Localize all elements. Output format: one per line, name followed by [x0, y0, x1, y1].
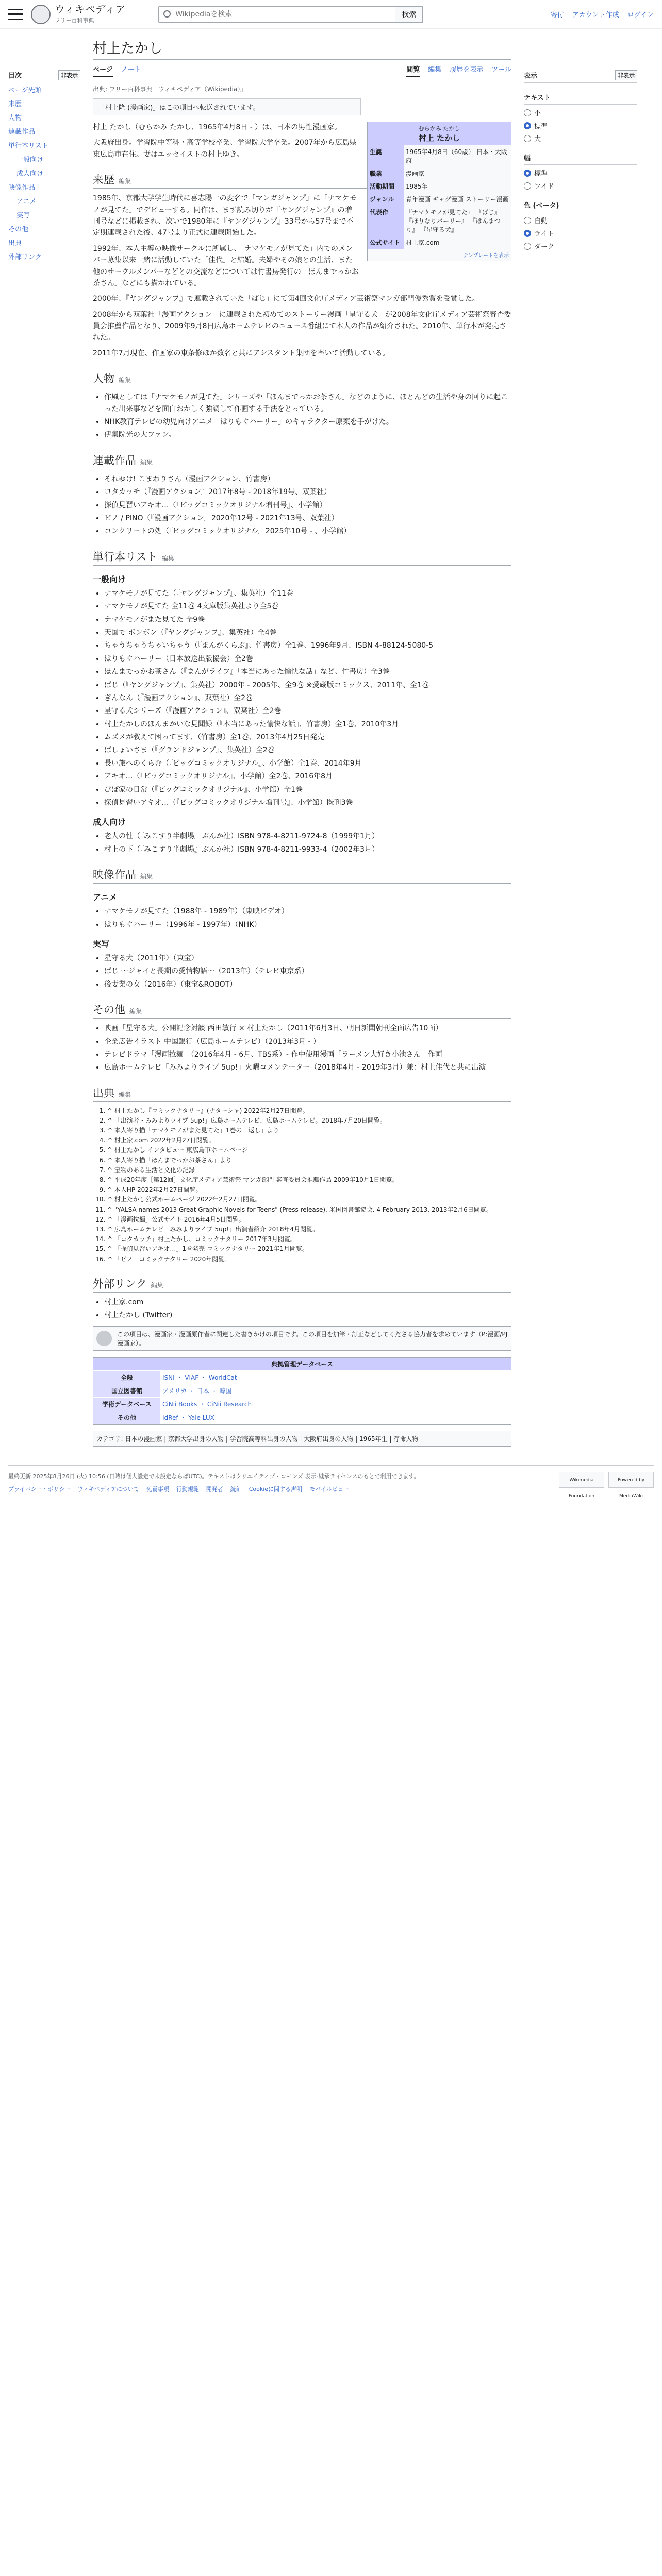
- category-links[interactable]: カテゴリ: 日本の漫画家 | 京都大学出身の人物 | 学習院高等科出身の人物 | 大阪府出身の人物 | 1965年生 | 存命人物: [93, 1431, 511, 1447]
- toc-item[interactable]: 外部リンク: [8, 253, 42, 261]
- stub-notice: この項目は、漫画家・漫画原作者に関連した書きかけの項目です。この項目を加筆・訂正などしてくださる協力者を求めています（P:漫画/PJ漫画家）。: [93, 1326, 511, 1351]
- subsection-anime: アニメ: [93, 892, 118, 903]
- infobox-row: [368, 236, 511, 249]
- section-video: 映像作品 編集: [93, 867, 511, 884]
- history-paragraph: 1985年、京都大学学生時代に喜志陽一の変名で「マンガジャンプ」に「ナマケモノが見てた」でデビューする。同作は、まず読み切りが『ヤングジャンプ』の増刊号などに掲載され、次いで1980年に『ヤングジャンプ』33号から57号まで不定期連載された後、47号より正式に連載開始した。: [93, 194, 357, 238]
- authority-value[interactable]: ISNI ・ VIAF ・ WorldCat: [160, 1371, 511, 1384]
- book-item: • 長い旅へのくらむ（『ビッグコミックオリジナル』、小学館）全1巻、2014年9月: [104, 758, 511, 769]
- site-header: [0, 0, 662, 29]
- reference-item: 15. ^ 「探偵見習いアキオ…」1巻発売 コミックナタリー 2021年1月閲覧。: [107, 1244, 511, 1254]
- reference-item: 6. ^ 本人寄り描「ほんまでっかお茶さん」より: [107, 1156, 511, 1165]
- serial-item: • 探偵見習いアキオ…（『ビッグコミックオリジナル増刊号』、小学館）: [104, 500, 511, 511]
- reference-item: 16. ^ 「ピノ」コミックナタリー 2020年閲覧。: [107, 1255, 511, 1264]
- external-link[interactable]: • 村上家.com: [104, 1297, 511, 1308]
- section-person: 人物 編集: [93, 370, 511, 387]
- infobox-template-link[interactable]: テンプレートを表示: [462, 253, 509, 259]
- infobox-value: 村上家.com: [406, 239, 440, 246]
- wikipedia-globe-icon: [31, 5, 51, 24]
- section-serial: 連載作品 編集: [93, 452, 511, 469]
- toc-item[interactable]: ページ先頭: [8, 87, 42, 94]
- serial-item: • コタカッチ（『漫画アクション』2017年8号 - 2018年19号、双葉社）: [104, 486, 511, 498]
- external-link[interactable]: • 村上たかし (Twitter): [104, 1310, 511, 1321]
- intro-paragraph: 村上 たかし（むらかみ たかし、1965年4月8日 - ）は、日本の男性漫画家。: [93, 123, 342, 131]
- footer-link[interactable]: モバイルビュー: [309, 1486, 350, 1493]
- reference-item: 14. ^ 「コタカッチ」村上たかし、コミックナタリー 2017年3月閲覧。: [107, 1234, 511, 1244]
- reference-item: 3. ^ 本人寄り描「ナマケモノがまた見てた」1巻の「返し」より: [107, 1126, 511, 1136]
- footer-link[interactable]: 行動規範: [176, 1486, 199, 1493]
- infobox: [367, 122, 511, 261]
- book-item: • ほんまでっかお茶さん（『まんがライフ』「本当にあった愉快な話」など、竹書房）全3巻: [104, 666, 511, 677]
- authority-value[interactable]: アメリカ ・ 日本 ・ 韓国: [160, 1384, 511, 1398]
- search-form: [158, 6, 423, 23]
- infobox-label: 生誕: [368, 145, 404, 167]
- authority-value[interactable]: IdRef ・ Yale LUX: [160, 1411, 511, 1425]
- footer-link[interactable]: プライバシー・ポリシー: [8, 1486, 71, 1493]
- color-option-label: 自動: [534, 217, 548, 225]
- book-item: • ぎんなん（『漫画アクション』、双葉社）全2巻: [104, 692, 511, 704]
- radio-icon[interactable]: [524, 122, 531, 129]
- live-action-item: • 星守る犬（2011年）（東宝）: [104, 953, 511, 964]
- section-history: 来歴 編集: [93, 172, 511, 189]
- text-size-option[interactable]: [524, 108, 637, 117]
- subsection-adult: 成人向け: [93, 817, 126, 827]
- toc-item[interactable]: 映像作品: [8, 184, 36, 192]
- appearance-title: 表示: [524, 72, 538, 80]
- toc-item[interactable]: 連載作品: [8, 128, 36, 136]
- infobox-label: 職業: [368, 167, 404, 180]
- page-tabs: [93, 64, 511, 80]
- toc-item[interactable]: 単行本リスト: [8, 142, 48, 150]
- radio-icon[interactable]: [524, 109, 531, 116]
- reference-item: 12. ^ 「漫画拉麺」公式サイト 2016年4月5日閲覧。: [107, 1215, 511, 1225]
- infobox-name: 村上 たかし: [418, 133, 460, 143]
- appearance-hide-button[interactable]: 非表示: [615, 70, 637, 80]
- adult-book-item: • 老人の性（『みこすり半劇場』ぶんか社）ISBN 978-4-8211-9724-8（1999年1月）: [104, 831, 511, 842]
- infobox-label: 公式サイト: [368, 236, 404, 249]
- width-option-label: ワイド: [534, 183, 554, 191]
- edit-link[interactable]: 編集: [140, 873, 153, 880]
- serial-item: • ピノ / PINO（『漫画アクション』2020年12号 - 2021年13号、双葉社）: [104, 513, 511, 524]
- reference-item: 9. ^ 本人HP 2022年2月27日閲覧。: [107, 1185, 511, 1195]
- infobox-value: 青年漫画 ギャグ漫画 ストーリー漫画: [406, 196, 509, 203]
- history-paragraph: 2008年から双葉社「漫画アクション」に連載された初めてのストーリー漫画「星守る犬」が2008年文化庁メディア芸術祭審査委員会推薦作品となり、2009年9月8日広島ホームテレビのニュース番組にて本人の作品が紹介された。2010年、単行本が発売された。: [93, 310, 511, 342]
- infobox-label: ジャンル: [368, 193, 404, 206]
- radio-icon[interactable]: [524, 243, 531, 250]
- reference-item: 5. ^ 村上たかし インタビュー 東広島市ホームページ: [107, 1145, 511, 1155]
- toc-title: 目次: [8, 72, 22, 80]
- tab-page[interactable]: ページ: [93, 64, 113, 77]
- book-item: • ぱしょいさま（『グランドジャンプ』、集英社）全2巻: [104, 744, 511, 756]
- reference-item: 10. ^ 村上たかし公式ホームページ 2022年2月27日閲覧。: [107, 1195, 511, 1205]
- live-action-item: • 後妻業の女（2016年）（東宝&ROBOT）: [104, 979, 511, 990]
- authority-label: 国立図書館: [93, 1384, 160, 1398]
- hatnote: 「村上隆 (漫画家)」はこの項目へ転送されています。: [93, 98, 361, 115]
- mediawiki-logo[interactable]: Powered by MediaWiki: [608, 1472, 654, 1488]
- history-paragraph: 1992年、本人主導の映像サークルに所属し、「ナマケモノが見てた」内でのメンバー募集以来一緒に活動していた「佳代」と結婚。夫婦やその娘との生活、また他のサークルメンバーなどとの交流などについては竹書房発行の「ほんまでっかお茶さん」などにも描かれている。: [93, 244, 359, 287]
- book-item: • ナマケモノがまた見てた 全9巻: [104, 614, 511, 625]
- book-item: • はりもぐハーリー（日本放送出版協会）全2巻: [104, 653, 511, 665]
- login-link[interactable]: ログイン: [627, 11, 654, 19]
- tab-tools[interactable]: ツール: [491, 66, 511, 74]
- search-icon: [163, 10, 171, 18]
- subsection-live: 実写: [93, 939, 110, 949]
- width-option-label: 標準: [534, 170, 548, 178]
- text-size-title: テキスト: [524, 94, 551, 102]
- authority-label: 全般: [93, 1371, 160, 1384]
- authority-value[interactable]: CiNii Books ・ CiNii Research: [160, 1398, 511, 1411]
- donate-link[interactable]: 寄付: [550, 11, 564, 19]
- footer-link[interactable]: 統計: [230, 1486, 242, 1493]
- text-size-option-label: 標準: [534, 123, 548, 130]
- toc-item[interactable]: 一般向け: [16, 156, 44, 164]
- subsection-general: 一般向け: [93, 574, 126, 584]
- book-item: • ナマケモノが見てた（『ヤングジャンプ』、集英社）全11巻: [104, 588, 511, 599]
- history-paragraph: 2000年、『ヤングジャンプ』で連載されていた「ぱじ」にて第4回文化庁メディア芸術祭マンガ部門優秀賞を受賞した。: [93, 295, 479, 303]
- serial-item: • コンクリートの処（『ビッグコミックオリジナル』2025年10号 - 、小学館）: [104, 526, 511, 537]
- radio-icon[interactable]: [524, 217, 531, 224]
- color-title: 色 (ベータ): [524, 202, 559, 210]
- reference-item: 7. ^ 宝物のある生活と文化の記録: [107, 1165, 511, 1175]
- color-option[interactable]: [524, 228, 637, 238]
- toc-item[interactable]: アニメ: [16, 198, 37, 206]
- color-option-label: ライト: [534, 230, 554, 238]
- person-item: • 伊集院光の大ファン。: [104, 429, 511, 440]
- site-subtitle: 出典: フリー百科事典『ウィキペディア（Wikipedia）』: [93, 86, 247, 93]
- other-item: • 企業広告イラスト 中国銀行（広島ホームテレビ）（2013年3月 - ）: [104, 1036, 511, 1047]
- footer-link[interactable]: 開発者: [206, 1486, 223, 1493]
- reference-item: 4. ^ 村上家.com 2022年2月27日閲覧。: [107, 1136, 511, 1145]
- main-menu-icon[interactable]: [8, 9, 23, 20]
- infobox-value: 漫画家: [406, 170, 425, 177]
- book-item: • ちゃうちゃうちゃいちゃう（『まんがくらぶ』、竹書房）全1巻、1996年9月、ISBN 4-88124-5080-5: [104, 640, 511, 651]
- logo-title: ウィキペディア: [55, 3, 126, 15]
- page-footer: [8, 1465, 654, 1515]
- other-item: • 広島ホームテレビ「みみよりライブ 5up!」火曜コメンテーター（2018年4月 - 2019年3月）兼：村上佳代と共に出演: [104, 1062, 511, 1073]
- reference-item: 8. ^ 平成20年度［第12回］文化庁メディア芸術祭 マンガ部門 審査委員会推薦作品 2009年10月1日閲覧。: [107, 1175, 511, 1185]
- infobox-label: 代表作: [368, 206, 404, 236]
- book-item: • ぴぽ家の日常（『ビッグコミックオリジナル』、小学館）全1巻: [104, 784, 511, 795]
- text-size-option-label: 大: [534, 135, 541, 143]
- section-other: その他 編集: [93, 1002, 511, 1019]
- radio-icon[interactable]: [524, 230, 531, 237]
- toc-item[interactable]: 来歴: [8, 100, 22, 108]
- infobox-value: 『ナマケモノが見てた』 『ぱじ』 『ほりなりバーリー』 『ぱんまつり』 『星守る犬』: [406, 209, 501, 233]
- text-size-option[interactable]: [524, 133, 637, 143]
- main-content: [80, 29, 524, 1455]
- authority-row: [93, 1398, 511, 1411]
- site-logo[interactable]: [31, 4, 125, 24]
- book-item: • ナマケモノが見てた 全11巻 4文庫版集英社より全5巻: [104, 601, 511, 612]
- toc-item[interactable]: 成人向け: [16, 170, 44, 178]
- reference-item: 2. ^ 「出演者・みみよりライブ 5up!」広島ホームテレビ、広島ホームテレビ。2018年7月20日閲覧。: [107, 1116, 511, 1126]
- appearance-panel: [524, 29, 637, 1455]
- section-refs: 出典 編集: [93, 1085, 511, 1102]
- edit-link[interactable]: 編集: [119, 178, 131, 185]
- tab-read[interactable]: 閲覧: [406, 64, 420, 77]
- serial-item: • それゆけ! こまわりさん（漫画アクション、竹書房）: [104, 473, 511, 485]
- authority-row: [93, 1371, 511, 1384]
- book-item: • ぱじ（『ヤングジャンプ』、集英社）2000年 - 2005年、全9巻 ※愛蔵版コミックス、2011年、全1巻: [104, 680, 511, 691]
- authority-row: [93, 1411, 511, 1425]
- toc-item[interactable]: 出典: [8, 240, 22, 247]
- authority-label: その他: [93, 1411, 160, 1425]
- infobox-row: [368, 193, 511, 206]
- edit-link[interactable]: 編集: [129, 1008, 142, 1015]
- edit-link[interactable]: 編集: [161, 554, 174, 562]
- text-size-option[interactable]: [524, 121, 637, 130]
- infobox-row: [368, 167, 511, 180]
- authority-control: [93, 1357, 511, 1425]
- book-item: • 村上たかしのほんまかいな見聞録（『本当にあった愉快な話』、竹書房）全1巻、2010年3月: [104, 719, 511, 730]
- toc-hide-button[interactable]: 非表示: [58, 70, 80, 80]
- color-option[interactable]: [524, 241, 637, 251]
- book-item: • アキオ…（『ビッグコミックオリジナル』、小学館）全2巻、2016年8月: [104, 771, 511, 782]
- section-books: 単行本リスト 編集: [93, 549, 511, 566]
- infobox-kana: むらかみ たかし: [418, 125, 460, 132]
- person-item: • NHK教育テレビの幼児向けアニメ「はりもぐハーリー」のキャラクター原案を手がけた。: [104, 416, 511, 428]
- person-item: • 作風としては「ナマケモノが見てた」シリーズや「ほんまでっかお茶さん」などのように、ほとんどの生活や身の回りに起こった出来事などを面白おかしく強調して作画する手法をとっている。: [104, 392, 511, 415]
- edit-link[interactable]: 編集: [140, 458, 153, 466]
- anime-item: • ナマケモノが見てた（1988年 - 1989年）（東映ビデオ）: [104, 906, 511, 917]
- tab-edit[interactable]: 編集: [428, 66, 442, 74]
- color-option[interactable]: [524, 215, 637, 225]
- radio-icon[interactable]: [524, 135, 531, 142]
- manga-portal-icon: [96, 1331, 112, 1346]
- footer-text: 最終更新 2025年8月26日 (火) 10:56 (日時は個人設定で未設定ならばUTC)。テキストはクリエイティブ・コモンズ 表示-継承ライセンスのもとで利用できます。: [8, 1473, 420, 1480]
- reference-item: 11. ^ "YALSA names 2013 Great Graphic Novels for Teens" (Press release). 米国図書館協会. 4 February 2013. 2013年2月6日閲覧。: [107, 1205, 511, 1215]
- authority-row: [93, 1384, 511, 1398]
- intro-paragraph: 大阪府出身。学習院中等科・高等学校卒業、学習院大学卒業。2007年から広島県東広島市在住。妻はエッセイストの村上ゆき。: [93, 139, 357, 159]
- create-account-link[interactable]: アカウント作成: [572, 11, 619, 19]
- infobox-value: 1985年 -: [406, 183, 432, 190]
- toc-item[interactable]: 人物: [8, 114, 22, 122]
- book-item: • 天国で ボンボン（『ヤングジャンプ』、集英社）全4巻: [104, 627, 511, 638]
- toc-item[interactable]: その他: [8, 226, 29, 233]
- infobox-row: [368, 206, 511, 236]
- text-size-option-label: 小: [534, 110, 541, 117]
- radio-icon[interactable]: [524, 182, 531, 190]
- anime-item: • はりもぐハーリー（1996年 - 1997年）（NHK）: [104, 919, 511, 930]
- footer-link[interactable]: ウィキペディアについて: [77, 1486, 139, 1493]
- table-of-contents: [8, 29, 80, 1455]
- live-action-item: • ぱじ ～ジャイと長期の愛情物語～（2013年）（テレビ東京系）: [104, 965, 511, 977]
- toc-item[interactable]: 実写: [16, 212, 30, 219]
- width-option[interactable]: [524, 168, 637, 178]
- book-item: • ムズメが教えて困ってます、（竹書房）全1巻、2013年4月25日発売: [104, 732, 511, 743]
- authority-title: 典拠管理データベース: [93, 1358, 511, 1370]
- wikimedia-logo[interactable]: Wikimedia Foundation: [559, 1472, 604, 1488]
- footer-link[interactable]: Cookieに関する声明: [249, 1486, 303, 1493]
- search-button[interactable]: 検索: [395, 6, 423, 23]
- section-external: 外部リンク 編集: [93, 1276, 511, 1293]
- reference-item: 13. ^ 広島ホームテレビ「みみよりライブ 5up!」出演者紹介 2018年4月閲覧。: [107, 1225, 511, 1234]
- authority-label: 学術データベース: [93, 1398, 160, 1411]
- edit-link[interactable]: 編集: [119, 1091, 131, 1098]
- book-item: • 星守る犬シリーズ（『漫画アクション』、双葉社）全2巻: [104, 705, 511, 717]
- tab-talk[interactable]: ノート: [121, 66, 141, 74]
- radio-icon[interactable]: [524, 170, 531, 177]
- tab-history[interactable]: 履歴を表示: [450, 66, 484, 74]
- infobox-row: [368, 145, 511, 167]
- width-title: 幅: [524, 155, 531, 162]
- other-item: • 映画「星守る犬」公開記念対談 西田敏行 × 村上たかし（2011年6月3日、朝日新聞朝刊全面広告10面）: [104, 1023, 511, 1034]
- edit-link[interactable]: 編集: [151, 1281, 163, 1289]
- footer-link[interactable]: 免責事項: [146, 1486, 169, 1493]
- history-paragraph: 2011年7月現在、作画家の東条修ほか数名と共にアシスタント集団を率いて活動している。: [93, 349, 390, 358]
- search-input[interactable]: [158, 6, 395, 23]
- other-item: • テレビドラマ「漫画拉麺」（2016年4月 - 6月、TBS系）- 作中使用漫画「ラーメン大好き小池さん」作画: [104, 1049, 511, 1060]
- adult-book-item: • 村上の下（『みこすり半劇場』ぶんか社）ISBN 978-4-8211-9933-4（2002年3月）: [104, 844, 511, 855]
- user-links: [551, 9, 654, 19]
- infobox-value: 1965年4月8日（60歳） 日本・大阪府: [406, 148, 507, 164]
- book-item: • 探偵見習いアキオ…（『ビッグコミックオリジナル増刊号』、小学館）既刊3巻: [104, 797, 511, 808]
- page-title: 村上たかし: [93, 37, 511, 60]
- infobox-label: 活動期間: [368, 180, 404, 193]
- infobox-row: [368, 180, 511, 193]
- reference-item: 1. ^ 村上たかし『コミックナタリー』(ナターシャ) 2022年2月27日閲覧。: [107, 1106, 511, 1116]
- logo-subtitle: フリー百科事典: [55, 17, 94, 24]
- width-option[interactable]: [524, 181, 637, 191]
- color-option-label: ダーク: [534, 243, 555, 251]
- edit-link[interactable]: 編集: [119, 377, 131, 384]
